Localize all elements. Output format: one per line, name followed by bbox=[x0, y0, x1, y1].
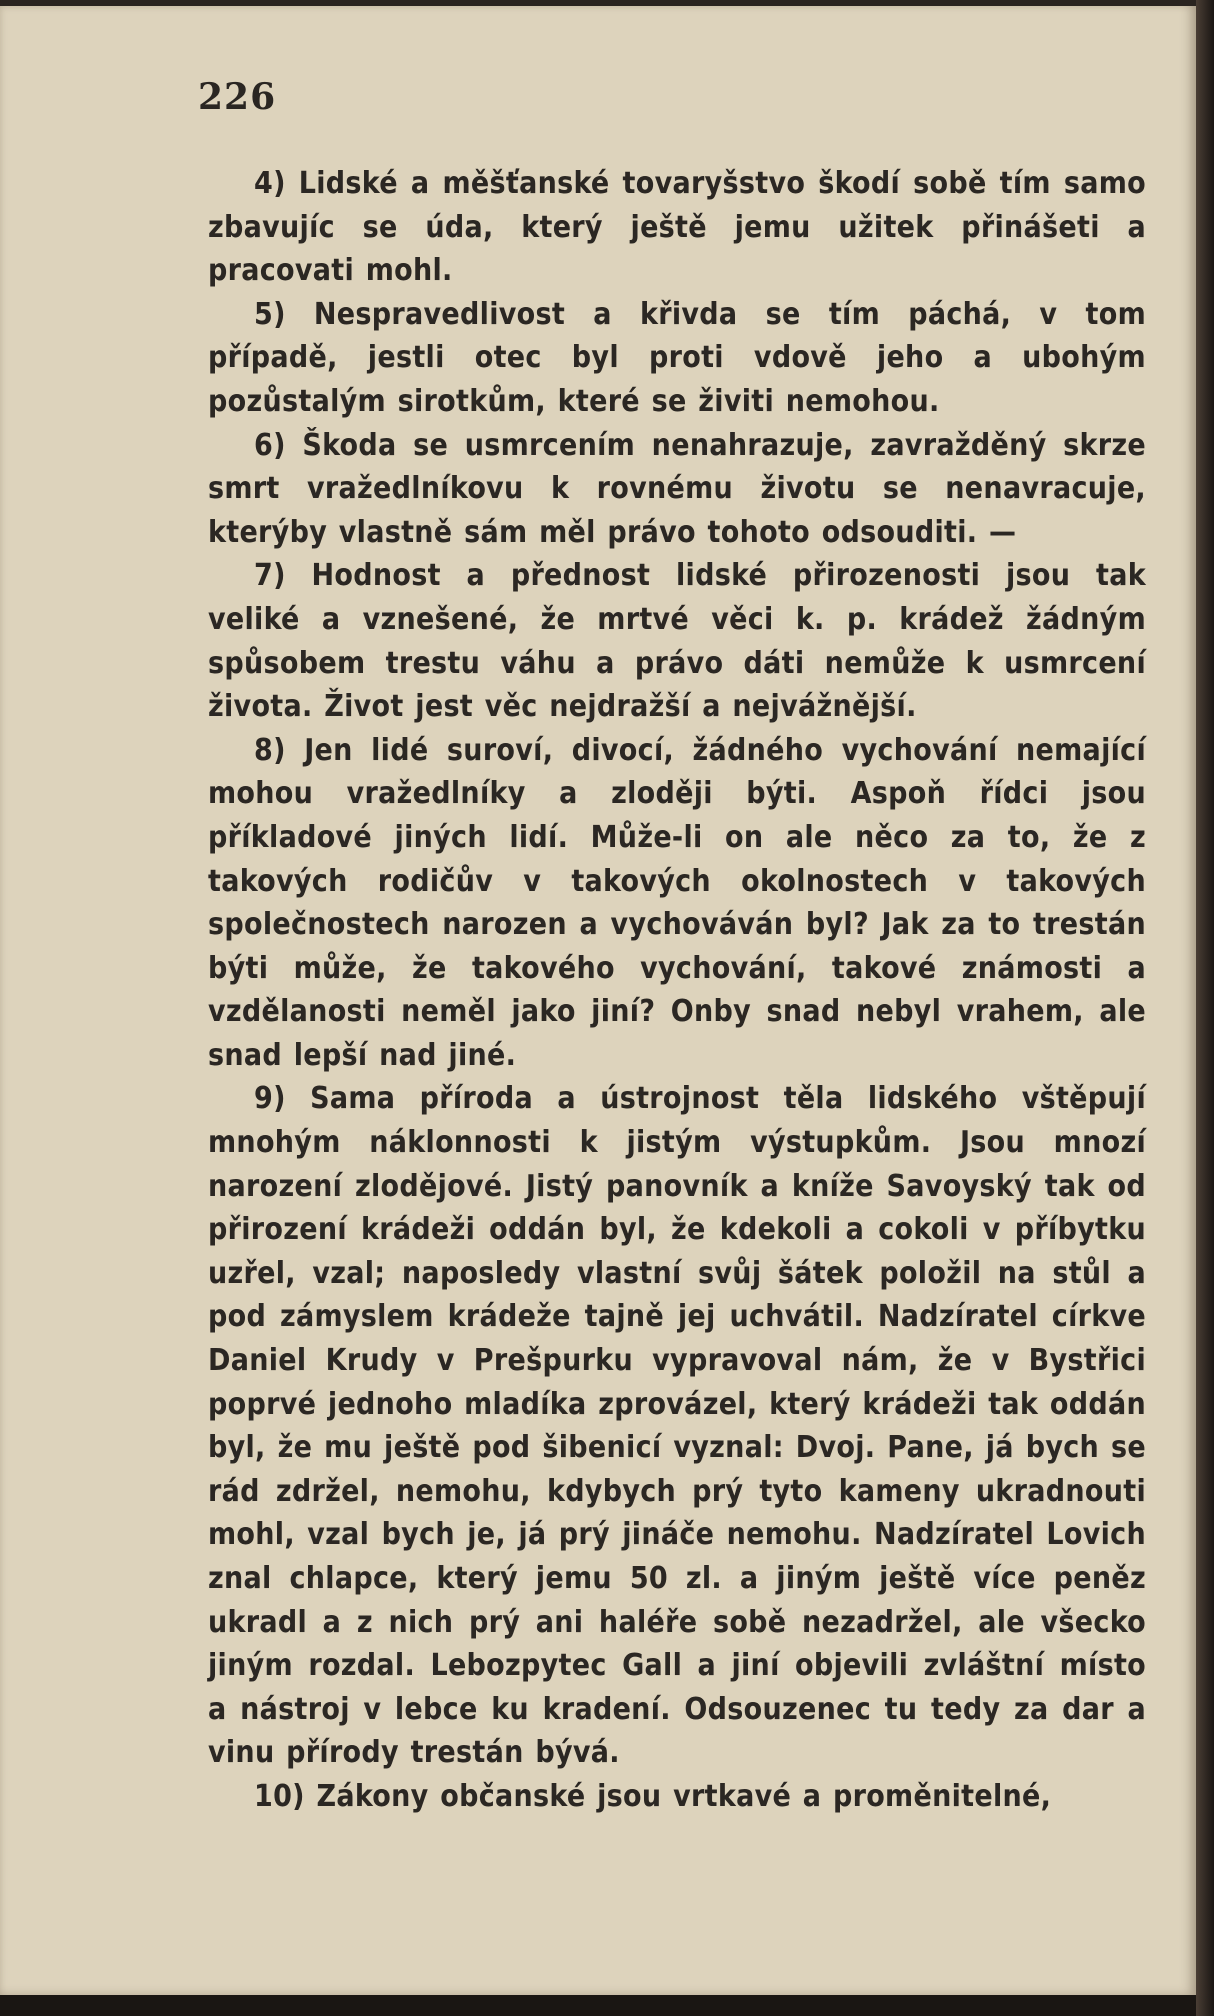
page-binding-edge bbox=[1196, 0, 1214, 2016]
paragraph-5: 5) Nespravedlivost a křivda se tím páchá, v tom případě, jestli otec byl proti vdově jeho a ubohým pozůstalým sirotkům, které se živiti nemohou. bbox=[208, 296, 1146, 419]
paragraph-10: 10) Zákony občanské jsou vrtkavé a proměnitelné, bbox=[254, 1778, 1052, 1814]
paragraph-8: 8) Jen lidé suroví, divocí, žádného vychování nemající mohou vražedlníky a zloději býti. Aspoň řídci jsou příkladové jiných lidí. Může-li on ale něco za to, že z takových rodičův v takových okolnostech v takových společnostech narozen a vychováván byl? Jak za to trestán býti může, že takového vychování, takové známosti a vzdělanosti neměl jako jiní? Onby snad nebyl vrahem, ale snad lepší nad jiné. bbox=[208, 732, 1146, 1073]
paragraph-6: 6) Škoda se usmrcením nenahrazuje, zavražděný skrze smrt vražedlníkovu k rovnému životu se nenavracuje, kterýby vlastně sám měl právo tohoto odsouditi. — bbox=[208, 427, 1146, 550]
page-number: 226 bbox=[198, 76, 277, 118]
body-text bbox=[208, 162, 1146, 1819]
page-top-edge bbox=[0, 0, 1196, 6]
paragraph-4: 4) Lidské a měšťanské tovaryšstvo škodí sobě tím samo zbavujíc se úda, který ještě jemu užitek přinášeti a pracovati mohl. bbox=[208, 166, 1146, 289]
paragraph-7: 7) Hodnost a přednost lidské přirozenosti jsou tak veliké a vznešené, že mrtvé věci k. p. krádež žádným spůsobem trestu váhu a právo dáti nemůže k usmrcení života. Život jest věc nejdražší a nejvážnější. bbox=[208, 558, 1146, 725]
paragraph-9: 9) Sama příroda a ústrojnost těla lidského vštěpují mnohým náklonnosti k jistým výstupkům. Jsou mnozí narození zlodějové. Jistý panovník a kníže Savoyský tak od přirození krádeži oddán byl, že kdekoli a cokoli v příbytku uzřel, vzal; naposledy vlastní svůj šátek položil na stůl a pod zámyslem krádeže tajně jej uchvátil. Nadzíratel církve Daniel Krudy v Prešpurku vypravoval nám, že v Bystřici poprvé jednoho mladíka zprovázel, který krádeži tak oddán byl, že mu ještě pod šibenicí vyznal: Dvoj. Pane, já bych se rád zdržel, nemohu, kdybych prý tyto kameny ukradnouti mohl, vzal bych je, já prý jináče nemohu. Nadzíratel Lovich znal chlapce, který jemu 50 zl. a jiným ještě více peněz ukradl a z nich prý ani haléře sobě nezadržel, ale všecko jiným rozdal. Lebozpytec Gall a jiní objevili zvláštní místo a nástroj v lebce ku kradení. Odsouzenec tu tedy za dar a vinu přírody trestán bývá. bbox=[208, 1081, 1146, 1771]
